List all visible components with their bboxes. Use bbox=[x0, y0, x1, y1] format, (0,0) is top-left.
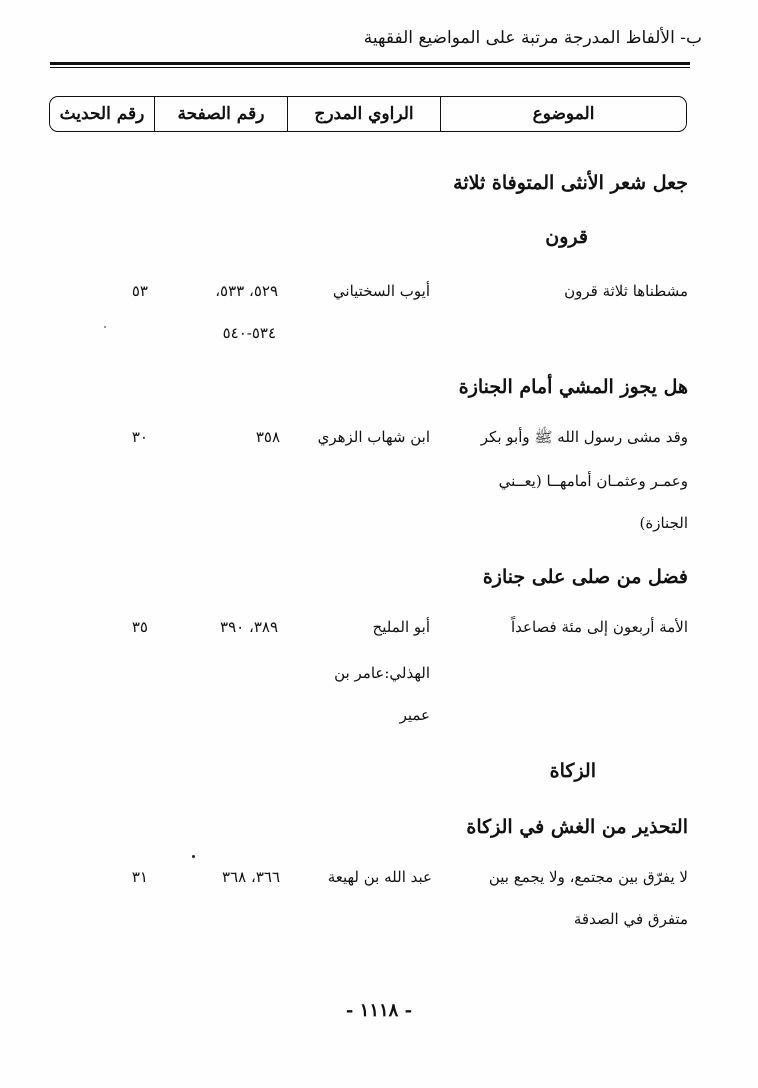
entry-pages: ٥٢٩، ٥٣٣، bbox=[215, 282, 278, 300]
entry-pages: ٣٨٩، ٣٩٠ bbox=[220, 618, 278, 636]
entry-narrator: أيوب السختياني bbox=[332, 282, 430, 300]
entry-pages: ٣٥٨ bbox=[255, 428, 280, 446]
entry-topic: الأمة أربعون إلى مئة فصاعداً bbox=[510, 618, 688, 636]
entry-topic: لا يفرّق بين مجتمع، ولا يجمع بين bbox=[488, 868, 688, 886]
header-rule-thick bbox=[50, 62, 690, 65]
header-rule-thin bbox=[50, 67, 690, 68]
column-topic-header: الموضوع bbox=[532, 104, 595, 124]
entry-topic-continued: متفرق في الصدقة bbox=[573, 910, 688, 928]
entry-pages: ٣٦٦، ٣٦٨ bbox=[222, 868, 280, 886]
entry-hadith-number: ٣١ bbox=[131, 868, 148, 886]
entry-pages-continued: ٥٣٤-٥٤٠ bbox=[222, 324, 276, 342]
entry-topic: مشطناها ثلاثة قرون bbox=[564, 282, 688, 300]
section-heading: التحذير من الغش في الزكاة bbox=[466, 816, 688, 838]
print-speck bbox=[104, 326, 106, 328]
print-speck bbox=[192, 855, 195, 858]
entry-topic: وقد مشى رسول الله ﷺ وأبو بكر bbox=[480, 428, 688, 446]
running-header: ب- الألفاظ المدرجة مرتبة على المواضيع الفقهية bbox=[363, 28, 702, 48]
section-heading: الزكاة bbox=[549, 760, 596, 782]
section-subheading: قرون bbox=[545, 226, 588, 248]
entry-narrator-continued: الهذلي:عامر بن bbox=[334, 664, 430, 682]
column-page-header: رقم الصفحة bbox=[155, 97, 288, 131]
page-number: - ١١١٨ - bbox=[345, 1000, 413, 1021]
entry-topic-continued: الجنازة) bbox=[639, 514, 688, 532]
entry-narrator: ابن شهاب الزهري bbox=[317, 428, 430, 446]
entry-narrator: عبد الله بن لهيعة bbox=[327, 868, 432, 886]
section-heading: هل يجوز المشي أمام الجنازة bbox=[458, 376, 688, 398]
entry-narrator-continued: عمير bbox=[399, 706, 430, 724]
table-header bbox=[49, 96, 687, 132]
entry-hadith-number: ٥٣ bbox=[131, 282, 148, 300]
section-heading: فضل من صلى على جنازة bbox=[482, 566, 688, 588]
entry-narrator: أبو المليح bbox=[372, 618, 430, 636]
section-heading: جعل شعر الأنثى المتوفاة ثلاثة bbox=[453, 172, 688, 194]
entry-hadith-number: ٣٠ bbox=[131, 428, 148, 446]
column-hadith-header: رقم الحديث bbox=[50, 97, 155, 131]
column-narrator-header: الراوي المدرج bbox=[288, 97, 441, 131]
entry-topic-continued: وعمـر وعثمـان أمامهــا (يعــني bbox=[498, 472, 688, 490]
entry-hadith-number: ٣٥ bbox=[131, 618, 148, 636]
